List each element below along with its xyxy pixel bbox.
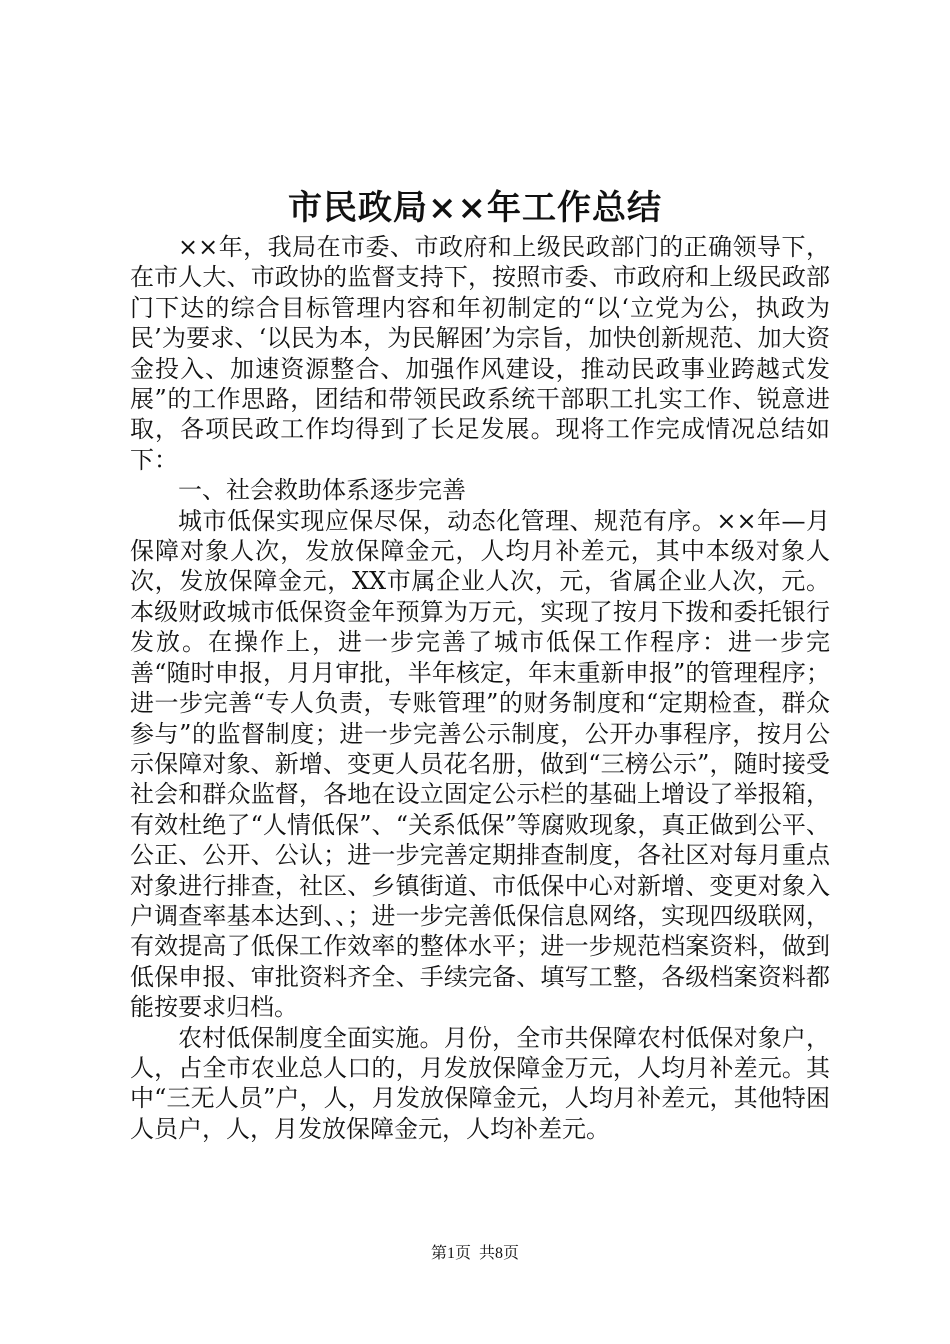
paragraph-urban-minimum-living: 城市低保实现应保尽保，动态化管理、规范有序。××年—月保障对象人次，发放保障金元，人均月补差元，其中本级对象人次，发放保障金元，XX市属企业人次，元，省属企业人次，元。本级财政城市低保资金年预算为万元，实现了按月下拨和委托银行发放。在操作上，进一步完善了城市低保工作程序：进一步完善“随时申报，月月审批，半年核定，年末重新申报”的管理程序；进一步完善“专人负责，专账管理”的财务制度和“定期检查，群众参与”的监督制度；进一步完善公示制度，公开办事程序，按月公示保障对象、新增、变更人员花名册，做到“三榜公示”，随时接受社会和群众监督，各地在设立固定公示栏的基础上增设了举报箱，有效杜绝了“人情低保”、“关系低保”等腐败现象，真正做到公平、公正、公开、公认；进一步完善定期排查制度，各社区对每月重点对象进行排查，社区、乡镇街道、市低保中心对新增、变更对象入户调查率基本达到、、；进一步完善低保信息网络，实现四级联网，有效提高了低保工作效率的整体水平；进一步规范档案资料，做到低保申报、审批资料齐全、手续完备、填写工整，各级档案资料都能按要求归档。	[130, 506, 830, 1022]
document-title: 市民政局××年工作总结	[288, 188, 662, 228]
page-footer	[0, 1244, 950, 1264]
footer-separator	[471, 1245, 479, 1262]
page-number-total: 共8页	[479, 1245, 520, 1262]
paragraph-rural-minimum-living: 农村低保制度全面实施。月份，全市共保障农村低保对象户，人，占全市农业总人口的，月发放保障金万元，人均月补差元。其中“三无人员”户，人，月发放保障金元，人均月补差元，其他特困人员户，人，月发放保障金元，人均补差元。	[130, 1023, 830, 1143]
section-heading-social-assistance: 一、社会救助体系逐步完善	[178, 476, 466, 505]
page-number-current: 第1页	[430, 1245, 471, 1262]
paragraph-intro: ××年，我局在市委、市政府和上级民政部门的正确领导下，在市人大、市政协的监督支持下，按照市委、市政府和上级民政部门下达的综合目标管理内容和年初制定的“以‘立党为公，执政为民’为要求、‘以民为本，为民解困’为宗旨，加快创新规范、加大资金投入、加速资源整合、加强作风建设，推动民政事业跨越式发展”的工作思路，团结和带领民政系统干部职工扎实工作、锐意进取，各项民政工作均得到了长足发展。现将工作完成情况总结如下：	[130, 233, 830, 474]
document-body	[130, 232, 830, 1144]
